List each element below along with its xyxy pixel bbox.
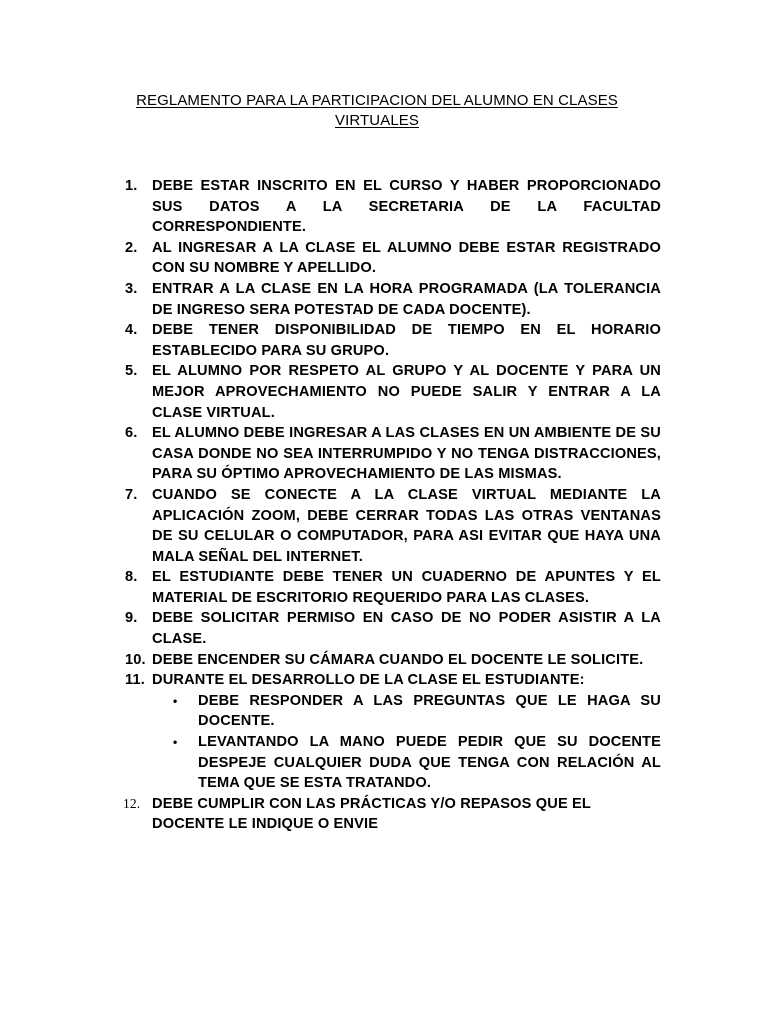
rule-text: EL ALUMNO DEBE INGRESAR A LAS CLASES EN UN AMBIENTE DE SU CASA DONDE NO SEA INTERRUMPIDO Y NO TENGA DISTRACCIONES, PARA SU ÓPTIMO APROVECHAMIENTO DE LAS MISMAS. — [152, 425, 661, 483]
sub-item-text: LEVANTANDO LA MANO PUEDE PEDIR QUE SU DOCENTE DESPEJE CUALQUIER DUDA QUE TENGA CON RELACIÓN AL TEMA QUE SE ESTA TRATANDO. — [198, 734, 661, 792]
rule-text: EL ESTUDIANTE DEBE TENER UN CUADERNO DE APUNTES Y EL MATERIAL DE ESCRITORIO REQUERIDO PARA LAS CLASES. — [152, 569, 661, 606]
rules-list — [125, 176, 661, 835]
rule-text: DEBE ENCENDER SU CÁMARA CUANDO EL DOCENTE LE SOLICITE. — [152, 651, 644, 668]
rule-number: 5. — [125, 363, 138, 380]
rule-item-5 — [125, 361, 661, 423]
rule-item-1 — [125, 176, 661, 238]
rule-text: DEBE CUMPLIR CON LAS PRÁCTICAS Y/O REPASOS QUE EL DOCENTE LE INDIQUE O ENVIE — [152, 795, 591, 833]
rule-number: 3. — [125, 280, 138, 297]
title-line-2: VIRTUALES — [335, 112, 419, 129]
rule-number: 6. — [125, 425, 138, 442]
rule-text: DEBE ESTAR INSCRITO EN EL CURSO Y HABER PROPORCIONADO SUS DATOS A LA SECRETARIA DE LA FACULTAD CORRESPONDIENTE. — [152, 178, 661, 236]
title-line-1: REGLAMENTO PARA LA PARTICIPACION DEL ALUMNO EN CLASES — [136, 92, 618, 109]
sub-item-1 — [173, 691, 661, 732]
rule-text: EL ALUMNO POR RESPETO AL GRUPO Y AL DOCENTE Y PARA UN MEJOR APROVECHAMIENTO NO PUEDE SALIR Y ENTRAR A LA CLASE VIRTUAL. — [152, 363, 661, 421]
rule-number: 9. — [125, 610, 138, 627]
rule-item-3 — [125, 279, 661, 320]
rule-item-11 — [125, 670, 661, 794]
rule-number: 8. — [125, 569, 138, 586]
rule-item-12 — [125, 794, 661, 835]
rule-number: 1. — [125, 178, 138, 194]
rule-11-sublist — [152, 691, 661, 794]
rule-text: DEBE SOLICITAR PERMISO EN CASO DE NO PODER ASISTIR A LA CLASE. — [152, 610, 661, 648]
sub-item-2 — [173, 732, 661, 794]
rule-item-4 — [125, 320, 661, 361]
rule-text: ENTRAR A LA CLASE EN LA HORA PROGRAMADA (LA TOLERANCIA DE INGRESO SERA POTESTAD DE CADA DOCENTE). — [152, 280, 661, 318]
rule-item-2 — [125, 238, 661, 279]
rule-item-9 — [125, 608, 661, 649]
rule-number: 7. — [125, 486, 138, 503]
rule-text: DURANTE EL DESARROLLO DE LA CLASE EL ESTUDIANTE: — [152, 672, 585, 689]
sub-item-text: DEBE RESPONDER A LAS PREGUNTAS QUE LE HAGA SU DOCENTE. — [198, 692, 661, 730]
rule-number: 10. — [125, 651, 146, 668]
rule-text: CUANDO SE CONECTE A LA CLASE VIRTUAL MEDIANTE LA APLICACIÓN ZOOM, DEBE CERRAR TODAS LAS OTRAS VENTANAS DE SU CELULAR O COMPUTADOR, PARA ASI EVITAR QUE HAYA UNA MALA SEÑAL DEL INTERNET. — [152, 486, 661, 565]
rule-item-10 — [125, 650, 661, 671]
document-title — [120, 91, 634, 131]
bullet-icon: • — [173, 693, 178, 708]
rule-number: 12. — [123, 795, 141, 811]
rule-number: 2. — [125, 239, 138, 256]
rule-item-8 — [125, 567, 661, 608]
rule-number: 4. — [125, 322, 138, 339]
rule-text: DEBE TENER DISPONIBILIDAD DE TIEMPO EN EL HORARIO ESTABLECIDO PARA SU GRUPO. — [152, 322, 661, 359]
rule-number: 11. — [125, 672, 145, 689]
rule-item-6 — [125, 423, 661, 485]
bullet-icon: • — [173, 735, 178, 750]
rule-text: AL INGRESAR A LA CLASE EL ALUMNO DEBE ESTAR REGISTRADO CON SU NOMBRE Y APELLIDO. — [152, 239, 661, 277]
rule-item-7 — [125, 485, 661, 567]
